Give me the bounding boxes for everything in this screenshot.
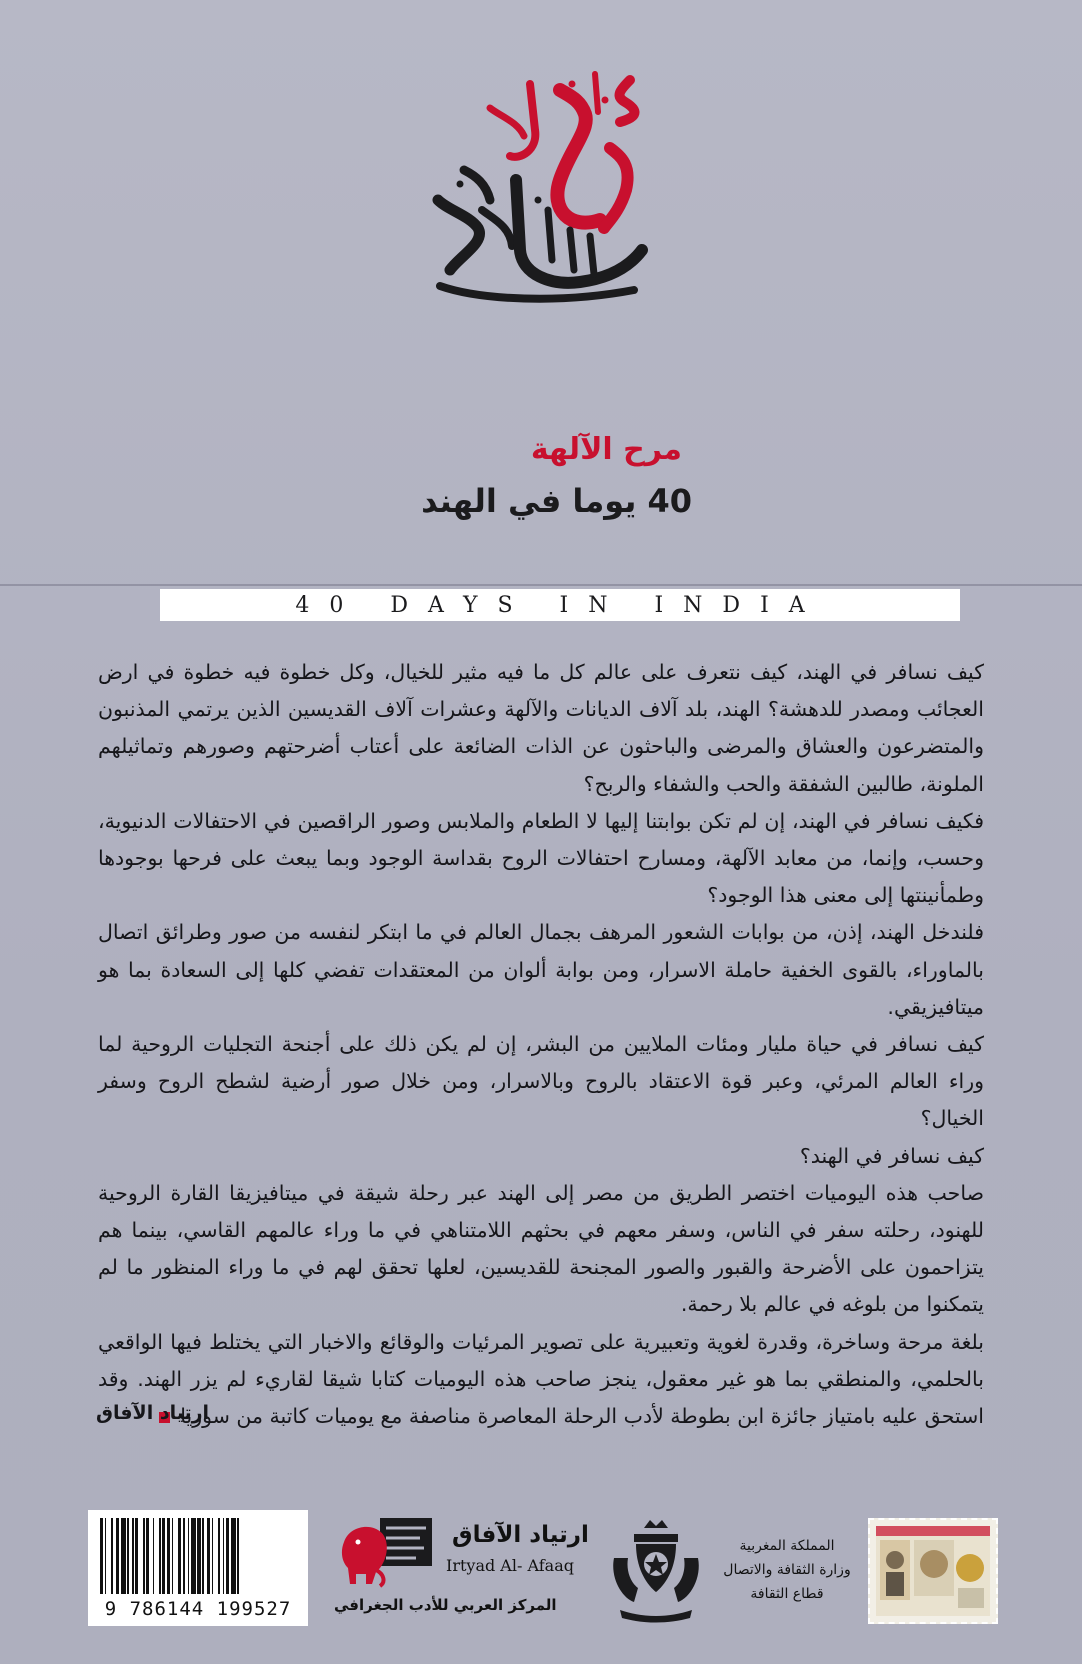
isbn-digits: 9 786144 199527	[104, 1598, 292, 1620]
blurb	[98, 654, 984, 1435]
moroccan-coat-of-arms-icon	[604, 1518, 708, 1626]
ministry-line: قطاع الثقافة	[750, 1586, 824, 1602]
blurb-signature: ارتياد الآفاق	[96, 1402, 210, 1424]
ministry-line: وزارة الثقافة والاتصال	[723, 1562, 851, 1578]
barcode-bars	[100, 1518, 296, 1594]
blurb-paragraph: فلندخل الهند، إذن، من بوابات الشعور المرهف بجمال العالم في ما ابتكر لنفسه من صور وطرائق اتصال بالماوراء، بالقوى الخفية حاملة الاسرار، ومن بوابة ألوان من المعتقدات تفضي كلها إلى السعادة بما هو ميتافيزيقي.	[98, 920, 984, 1019]
series-calligraphy-logo	[420, 60, 680, 320]
barcode-bar	[239, 1518, 242, 1594]
blurb-paragraph-last	[98, 1324, 984, 1436]
blurb-paragraph: صاحب هذه اليوميات اختصر الطريق من مصر إلى الهند عبر رحلة شيقة في ميتافيزيقا القارة الروحية للهنود، رحلته سفر في الناس، وسفر معهم في بحثهم اللامتناهي في ما وراء عالمهم القاسي، بينما هم يتزاحمون على الأضرحة والقبور والصور المجنحة للقديسين، لعلها تحقق لهم في ما وراء المنظور ما لم يتمكنوا من بلوغه في عالم بلا رحمة.	[98, 1180, 984, 1317]
book-subtitle-arabic: 40 يوما في الهند	[421, 482, 692, 520]
blurb-last-text: بلغة مرحة وساخرة، وقدرة لغوية وتعبيرية على تصوير المرئيات والوقائع والاخبار التي يختلط فيها الواقعي بالحلمي، والمنطقي بما هو غير معقول، ينجز صاحب هذه اليوميات كتابا شيقا لقاريء لم يزر الهند. وقد استحق عليه بامتياز جائزة ابن بطوطة لأدب الرحلة المعاصرة مناصفة مع يوميات كاتبة من سوريا	[98, 1329, 984, 1429]
series-name	[680, 60, 681, 61]
publisher-center-arabic: المركز العربي للأدب الجغرافي	[334, 1596, 557, 1614]
blurb-paragraph: كيف نسافر في حياة مليار ومئات الملايين من البشر، إن لم يكن ذلك على أجنحة التجليات الروحية لما وراء العالم المرئي، وعبر قوة الاعتقاد بالروح وبالاسرار، ومن خلال صور أرضية لشطح الروح وسفر الخيال؟	[98, 1032, 984, 1131]
ministry-line: المملكة المغربية	[739, 1538, 835, 1554]
publisher-logo	[336, 1512, 436, 1590]
english-title-band	[160, 589, 960, 621]
cover-fold-line	[0, 584, 1082, 586]
ministry-block	[712, 1534, 862, 1606]
blurb-paragraph: كيف نسافر في الهند، كيف نتعرف على عالم كل ما فيه مثير للخيال، وكل خطوة فيه خطوة في ارض العجائب ومصدر للدهشة؟ الهند، بلد آلاف الديانات والآلهة وعشرات آلاف القديسين الذين يرتمي المذنبون والمتضرعون والعشاق والمرضى والباحثون عن الذات الضائعة على أعتاب أضرحتهم وصورهم وتماثيلهم الملونة، طالبين الشفقة والحب والشفاء والربح؟	[98, 660, 984, 796]
blurb-paragraph: فكيف نسافر في الهند، إن لم تكن بوابتنا إليها لا الطعام والملابس وصور الراقصين في الاحتفالات الدنيوية، وحسب، وإنما، من معابد الآلهة، ومسارح احتفالات الروح بقداسة الوجود وبما يبعث على فرحها بوجودها وطمأنينتها إلى معنى هذا الوجود؟	[98, 808, 984, 908]
blurb-paragraph: كيف نسافر في الهند؟	[799, 1143, 984, 1168]
calligraphy-graphic	[420, 60, 680, 320]
book-title-arabic: مرح الآلهة	[530, 432, 682, 467]
stamp-image	[870, 1520, 996, 1622]
publisher-seal-icon	[336, 1512, 436, 1590]
award-stamp	[868, 1518, 998, 1624]
english-title: 40 DAYS IN INDIA	[295, 592, 825, 618]
publisher-name-arabic: ارتياد الآفاق	[452, 1522, 589, 1548]
isbn-barcode	[88, 1510, 308, 1626]
publisher-name-english: Irtyad Al- Afaaq	[446, 1556, 574, 1575]
